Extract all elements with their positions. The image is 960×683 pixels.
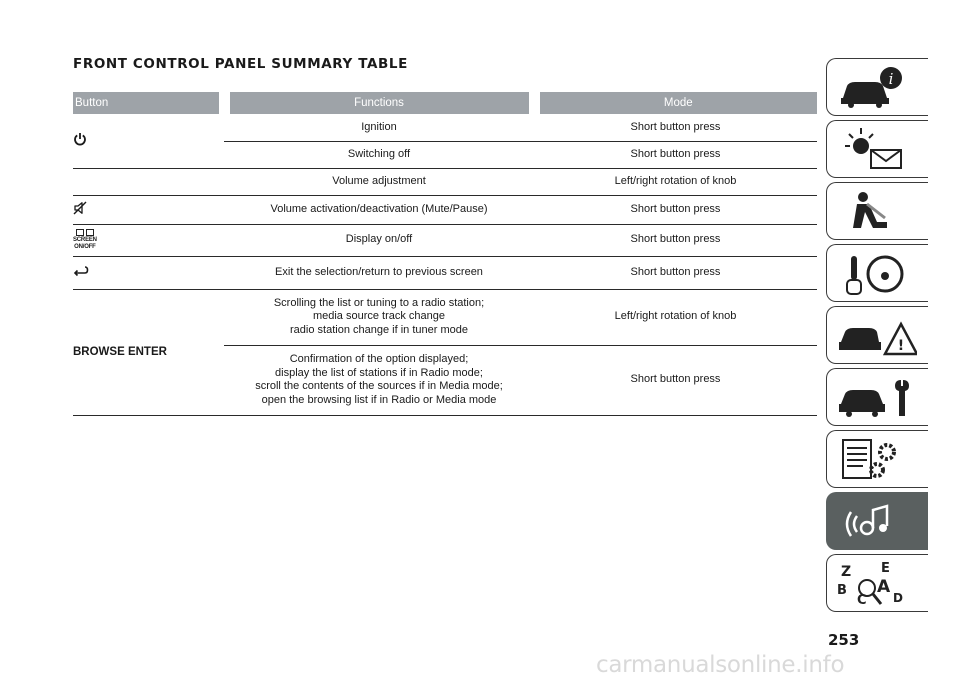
mode-cell: Short button press bbox=[534, 195, 817, 224]
power-button-cell bbox=[73, 114, 224, 168]
summary-table bbox=[73, 92, 817, 416]
function-cell: Display on/off bbox=[224, 224, 534, 256]
table-row bbox=[73, 224, 817, 256]
svg-text:Z: Z bbox=[841, 564, 852, 580]
header-button: Button bbox=[73, 92, 224, 114]
mode-cell: Short button press bbox=[534, 141, 817, 168]
back-button-cell bbox=[73, 256, 224, 289]
tab-multimedia[interactable] bbox=[826, 492, 928, 550]
svg-text:E: E bbox=[881, 561, 890, 576]
tab-warning-lights[interactable] bbox=[826, 120, 928, 178]
screen-label: SCREEN bbox=[73, 237, 97, 243]
mode-cell: Left/right rotation of knob bbox=[534, 289, 817, 345]
car-breakdown-warning-icon bbox=[837, 312, 917, 360]
tab-starting-driving[interactable] bbox=[826, 244, 928, 302]
table-row bbox=[73, 195, 817, 224]
mode-cell: Short button press bbox=[534, 345, 817, 415]
seat-airbag-icon bbox=[837, 188, 917, 236]
empty-button-cell bbox=[73, 168, 224, 195]
header-functions: Functions bbox=[224, 92, 534, 114]
tab-technical-data[interactable] bbox=[826, 430, 928, 488]
alphabetical-index-icon bbox=[837, 560, 917, 608]
tab-index[interactable] bbox=[826, 554, 928, 612]
table-row bbox=[73, 256, 817, 289]
table-row bbox=[73, 114, 817, 141]
page-title: FRONT CONTROL PANEL SUMMARY TABLE bbox=[73, 56, 408, 72]
tab-emergency[interactable] bbox=[826, 306, 928, 364]
function-cell: Switching off bbox=[224, 141, 534, 168]
screen-onoff-label: ON/OFF bbox=[74, 244, 96, 250]
function-cell: Volume activation/deactivation (Mute/Pause) bbox=[224, 195, 534, 224]
mode-cell: Short button press bbox=[534, 114, 817, 141]
back-arrow-icon bbox=[73, 265, 89, 277]
mute-icon bbox=[73, 201, 87, 215]
function-cell: Volume adjustment bbox=[224, 168, 534, 195]
mute-button-cell bbox=[73, 195, 224, 224]
tab-maintenance[interactable] bbox=[826, 368, 928, 426]
svg-text:!: ! bbox=[897, 338, 905, 354]
mode-cell: Short button press bbox=[534, 224, 817, 256]
car-service-wrench-icon bbox=[837, 374, 917, 422]
svg-text:i: i bbox=[888, 70, 894, 88]
browse-enter-label: BROWSE ENTER bbox=[73, 346, 167, 358]
technical-data-gears-icon bbox=[837, 436, 917, 484]
header-mode: Mode bbox=[534, 92, 817, 114]
tab-car-info[interactable] bbox=[826, 58, 928, 116]
function-cell: Confirmation of the option displayed; display the list of stations if in Radio mode; scroll the contents of the sources if in Media mode; open the browsing list if in Radio or Media mode bbox=[224, 345, 534, 415]
function-cell: Exit the selection/return to previous screen bbox=[224, 256, 534, 289]
screen-button-cell bbox=[73, 224, 224, 256]
key-steering-wheel-icon bbox=[837, 250, 917, 298]
svg-text:D: D bbox=[893, 591, 903, 605]
mode-cell: Short button press bbox=[534, 256, 817, 289]
function-cell: Scrolling the list or tuning to a radio station; media source track change radio station change if in tuner mode bbox=[224, 289, 534, 345]
watermark: carmanualsonline.info bbox=[596, 652, 845, 678]
multimedia-music-icon bbox=[837, 498, 917, 546]
page-number: 253 bbox=[828, 631, 860, 649]
table-row bbox=[73, 289, 817, 345]
power-icon bbox=[73, 132, 87, 146]
browse-enter-cell bbox=[73, 289, 224, 415]
screen-toggle-icon bbox=[73, 229, 97, 251]
function-cell: Ignition bbox=[224, 114, 534, 141]
table-header-row bbox=[73, 92, 817, 114]
mode-cell: Left/right rotation of knob bbox=[534, 168, 817, 195]
svg-text:B: B bbox=[837, 583, 847, 598]
svg-text:C: C bbox=[857, 593, 867, 608]
svg-text:A: A bbox=[877, 577, 891, 597]
tab-safety[interactable] bbox=[826, 182, 928, 240]
table-row bbox=[73, 168, 817, 195]
warning-light-message-icon bbox=[837, 126, 917, 174]
car-info-icon bbox=[837, 64, 917, 112]
